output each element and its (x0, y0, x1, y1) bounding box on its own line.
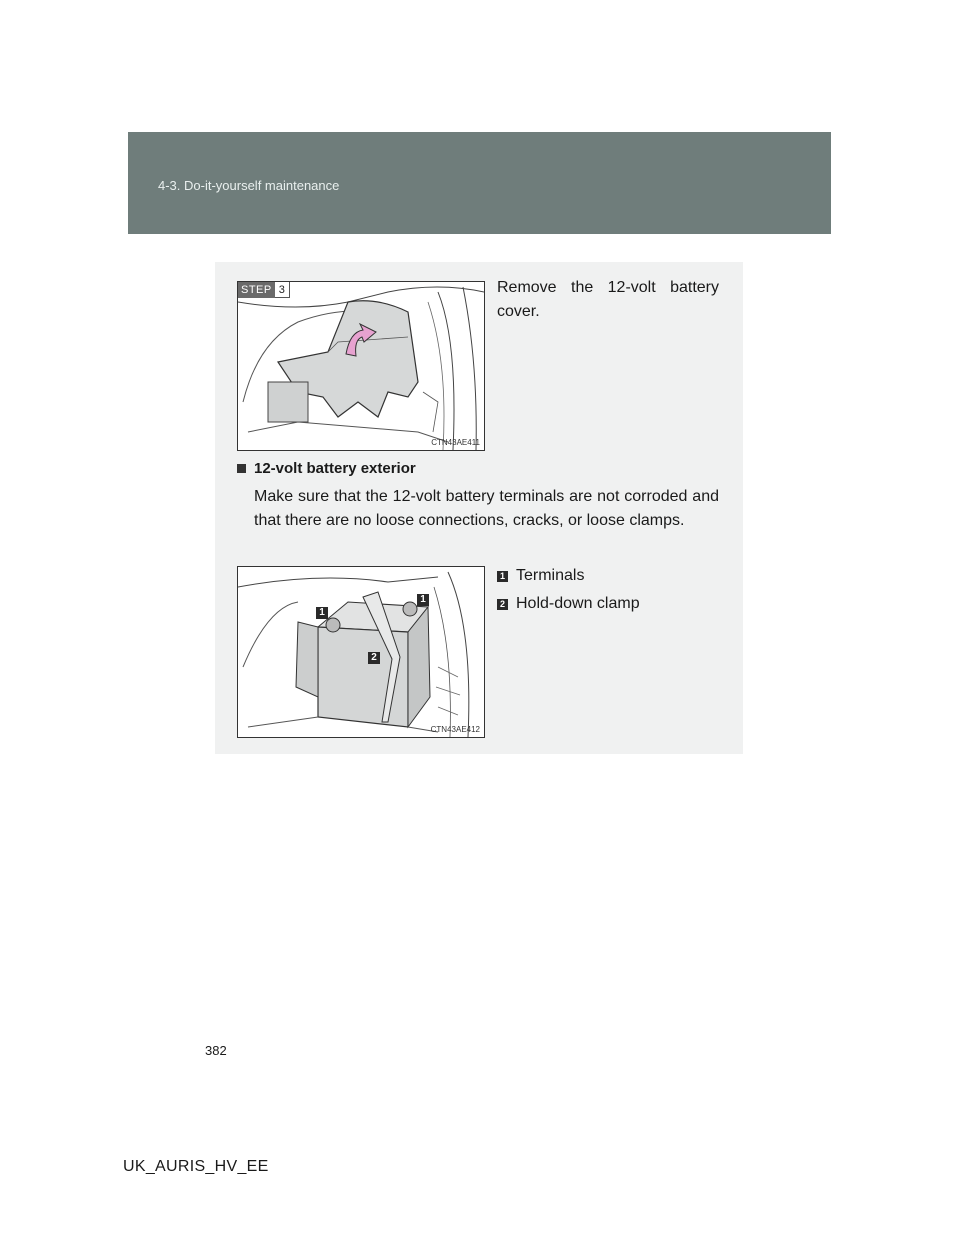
battery-cover-drawing (238, 282, 484, 450)
legend-label: Terminals (516, 567, 585, 584)
legend-number-badge: 2 (497, 599, 508, 610)
bullet-square-icon (237, 464, 246, 473)
battery-exterior-illustration (237, 566, 485, 738)
step-badge (238, 282, 290, 298)
figure-code: CTN43AE411 (431, 438, 480, 447)
section-title: 4-3. Do-it-yourself maintenance (158, 178, 340, 193)
legend-label: Hold-down clamp (516, 595, 640, 612)
battery-cover-illustration (237, 281, 485, 451)
figure-legend (497, 562, 640, 618)
section-heading (237, 460, 416, 477)
header-band (128, 132, 831, 234)
page-number: 382 (205, 1043, 227, 1058)
section-body: Make sure that the 12-volt battery terminals are not corroded and that there are no loose connections, cracks, or loose clamps. (254, 488, 719, 529)
callout-terminal-right: 1 (417, 594, 429, 606)
callout-clamp: 2 (368, 652, 380, 664)
step-badge-word: STEP (238, 282, 275, 298)
document-code: UK_AURIS_HV_EE (123, 1158, 269, 1175)
callout-terminal-left: 1 (316, 607, 328, 619)
battery-exterior-drawing (238, 567, 484, 737)
legend-item (497, 562, 640, 590)
legend-item (497, 590, 640, 618)
figure-code: CTN43AE412 (430, 725, 480, 734)
step-instruction: Remove the 12-volt battery cover. (497, 279, 719, 320)
step-badge-number: 3 (275, 282, 290, 298)
section-heading-text: 12-volt battery exterior (254, 460, 416, 477)
legend-number-badge: 1 (497, 571, 508, 582)
